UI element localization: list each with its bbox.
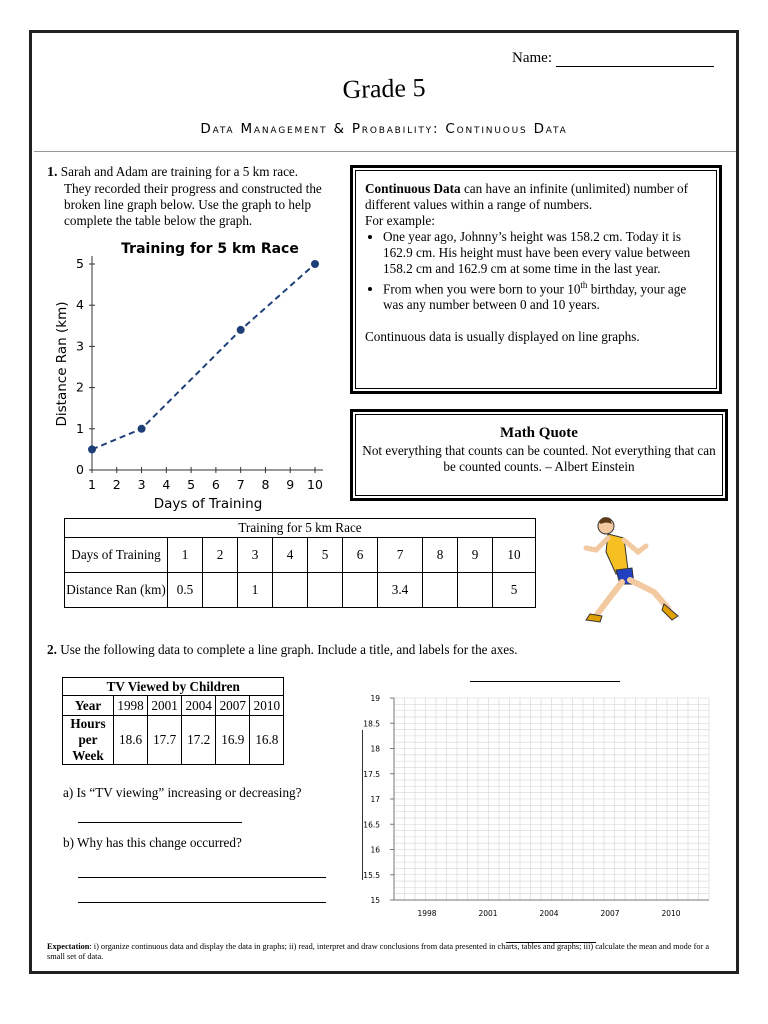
continuous-closing: Continuous data is usually displayed on line graphs. bbox=[365, 329, 640, 345]
bullet2-part1: From when you were born to your 10 bbox=[383, 281, 581, 297]
y-tick-label: 1 bbox=[76, 420, 84, 436]
grid-y-tick-label: 15.5 bbox=[363, 870, 380, 880]
hours-label: Hours per Week bbox=[63, 716, 114, 765]
name-field[interactable] bbox=[512, 50, 714, 67]
distance-cell[interactable] bbox=[343, 573, 378, 608]
question-2-instruction: Use the following data to complete a line graph. Include a title, and labels for the axes. bbox=[60, 642, 518, 657]
runner-illustration bbox=[572, 512, 688, 630]
grid-x-tick-label: 2010 bbox=[661, 909, 681, 918]
grid-x-tick-label: 1998 bbox=[417, 909, 437, 918]
day-cell: 6 bbox=[343, 538, 378, 573]
definition-text: can have an infinite (unlimited) number of different values within a range of numbers. bbox=[365, 181, 689, 212]
x-tick-label: 5 bbox=[187, 477, 196, 492]
hours-cell: 17.2 bbox=[182, 716, 216, 765]
for-example-label: For example: bbox=[365, 213, 435, 228]
expectation-text: : i) organize continuous data and display the data in graphs; ii) read, interpret and draw conclusions from data presented in charts, tables and graphs; iii) calculate the mean and mode for a small set of data. bbox=[47, 942, 710, 961]
question-2-text bbox=[47, 642, 518, 658]
day-cell: 2 bbox=[203, 538, 238, 573]
question-2-number: 2. bbox=[47, 642, 57, 657]
question-1-number: 1. bbox=[47, 165, 58, 180]
example-list bbox=[365, 229, 708, 313]
data-point bbox=[88, 445, 96, 453]
training-table bbox=[64, 518, 536, 608]
name-label: Name: bbox=[512, 50, 552, 66]
year-cell: 1998 bbox=[114, 696, 148, 716]
distance-cell[interactable] bbox=[273, 573, 308, 608]
expectation-note bbox=[47, 942, 727, 962]
question-b: b) Why has this change occurred? bbox=[63, 835, 242, 850]
x-tick-label: 2 bbox=[112, 477, 121, 492]
x-tick-label: 10 bbox=[307, 477, 323, 492]
day-cell: 8 bbox=[423, 538, 458, 573]
question-1-rest: They recorded their progress and constructed the broken line graph below. Use the graph to help complete the table below the graph. bbox=[64, 181, 322, 228]
day-cell: 7 bbox=[378, 538, 423, 573]
distance-cell[interactable] bbox=[203, 573, 238, 608]
y-tick-label: 2 bbox=[76, 379, 84, 395]
x-tick-label: 6 bbox=[211, 477, 220, 492]
year-cell: 2010 bbox=[250, 696, 284, 716]
year-cell: 2004 bbox=[182, 696, 216, 716]
training-table-caption: Training for 5 km Race bbox=[65, 519, 536, 538]
day-cell: 1 bbox=[168, 538, 203, 573]
example-bullet-height: • One year ago, Johnny’s height was 158.2 cm. Today it is 162.9 cm. His height must have been every value between 158.2 cm and 162.9 cm at some time in the last year. bbox=[383, 229, 708, 277]
data-point bbox=[138, 425, 146, 433]
x-tick-label: 3 bbox=[137, 477, 146, 492]
grid-y-tick-label: 17 bbox=[370, 795, 380, 804]
math-quote-box bbox=[350, 409, 728, 501]
page-title: Grade 5 bbox=[342, 72, 426, 105]
hours-cell: 18.6 bbox=[114, 716, 148, 765]
tv-table-caption: TV Viewed by Children bbox=[63, 678, 284, 696]
bullet2-part2: birthday, your age was any number between 0 and 10 years. bbox=[383, 281, 687, 313]
grid-y-tick-label: 16 bbox=[370, 845, 380, 855]
page-subtitle: Data Management & Probability: Continuous Data bbox=[200, 121, 568, 137]
answer-b-line-1[interactable] bbox=[78, 877, 326, 878]
grid-y-tick-label: 16.5 bbox=[363, 820, 380, 830]
x-tick-label: 7 bbox=[236, 477, 245, 492]
day-cell: 5 bbox=[308, 538, 343, 573]
y-tick-label: 3 bbox=[76, 338, 84, 354]
distance-cell[interactable]: 1 bbox=[238, 573, 273, 608]
tv-table bbox=[62, 677, 284, 765]
math-quote-title: Math Quote bbox=[500, 425, 578, 441]
grid-x-tick-label: 2004 bbox=[539, 909, 559, 918]
header-divider bbox=[34, 151, 736, 152]
year-cell: 2001 bbox=[148, 696, 182, 716]
distance-row-label: Distance Ran (km) bbox=[65, 573, 168, 608]
grid-y-tick-label: 19 bbox=[370, 694, 380, 703]
distance-cell[interactable]: 3.4 bbox=[378, 573, 423, 608]
x-tick-label: 9 bbox=[286, 477, 295, 492]
continuous-term: Continuous Data bbox=[365, 181, 461, 196]
answer-a-line[interactable] bbox=[78, 822, 242, 823]
hours-cell: 17.7 bbox=[148, 716, 182, 765]
day-cell: 10 bbox=[493, 538, 536, 573]
chart-title: Training for 5 km Race bbox=[121, 241, 299, 257]
x-tick-label: 4 bbox=[162, 477, 171, 492]
year-label: Year bbox=[63, 696, 114, 716]
day-cell: 3 bbox=[238, 538, 273, 573]
chart-y-axis-label: Distance Ran (km) bbox=[54, 301, 70, 427]
grid-y-tick-label: 15 bbox=[370, 896, 380, 905]
grid-y-tick-label: 17.5 bbox=[363, 769, 380, 779]
hours-cell: 16.9 bbox=[216, 716, 250, 765]
name-blank[interactable] bbox=[556, 52, 714, 67]
day-cell: 9 bbox=[458, 538, 493, 573]
chart-x-axis-label: Days of Training bbox=[153, 496, 263, 512]
example-bullet-age bbox=[383, 277, 708, 313]
answer-b-line-2[interactable] bbox=[78, 902, 326, 903]
grid-x-tick-label: 2001 bbox=[478, 909, 498, 918]
distance-series-line bbox=[92, 264, 315, 449]
days-row-label: Days of Training bbox=[65, 538, 168, 573]
distance-cell[interactable]: 5 bbox=[493, 573, 536, 608]
distance-cell[interactable] bbox=[458, 573, 493, 608]
training-line-chart bbox=[48, 236, 338, 516]
data-point bbox=[311, 260, 319, 268]
y-axis-label-blank[interactable] bbox=[362, 730, 364, 880]
math-quote-text: Not everything that counts can be counted. Not everything that can be counted counts. – Albert Einstein bbox=[362, 443, 716, 474]
x-tick-label: 1 bbox=[88, 477, 96, 492]
x-tick-label: 8 bbox=[261, 477, 270, 492]
hours-cell: 16.8 bbox=[250, 716, 284, 765]
continuous-data-box bbox=[350, 165, 722, 394]
data-point bbox=[237, 326, 245, 334]
distance-cell[interactable] bbox=[423, 573, 458, 608]
y-tick-label: 4 bbox=[76, 297, 84, 313]
distance-cell[interactable] bbox=[308, 573, 343, 608]
grid-y-tick-label: 18.5 bbox=[363, 719, 380, 729]
grid-x-tick-label: 2007 bbox=[600, 909, 620, 918]
graph-title-blank[interactable] bbox=[470, 681, 620, 682]
day-cell: 4 bbox=[273, 538, 308, 573]
y-tick-label: 5 bbox=[76, 256, 84, 271]
blank-graph-grid[interactable] bbox=[363, 688, 716, 924]
question-1-line1: Sarah and Adam are training for a 5 km race. bbox=[60, 164, 299, 179]
question-a: a) Is “TV viewing” increasing or decreasing? bbox=[63, 785, 302, 800]
continuous-definition bbox=[365, 181, 708, 213]
year-cell: 2007 bbox=[216, 696, 250, 716]
expectation-label: Expectation bbox=[47, 942, 90, 951]
question-1-text bbox=[47, 164, 347, 229]
distance-cell[interactable]: 0.5 bbox=[168, 573, 203, 608]
bullet2-superscript: th bbox=[580, 280, 588, 290]
y-tick-label: 0 bbox=[76, 462, 84, 477]
grid-y-tick-label: 18 bbox=[370, 744, 380, 754]
